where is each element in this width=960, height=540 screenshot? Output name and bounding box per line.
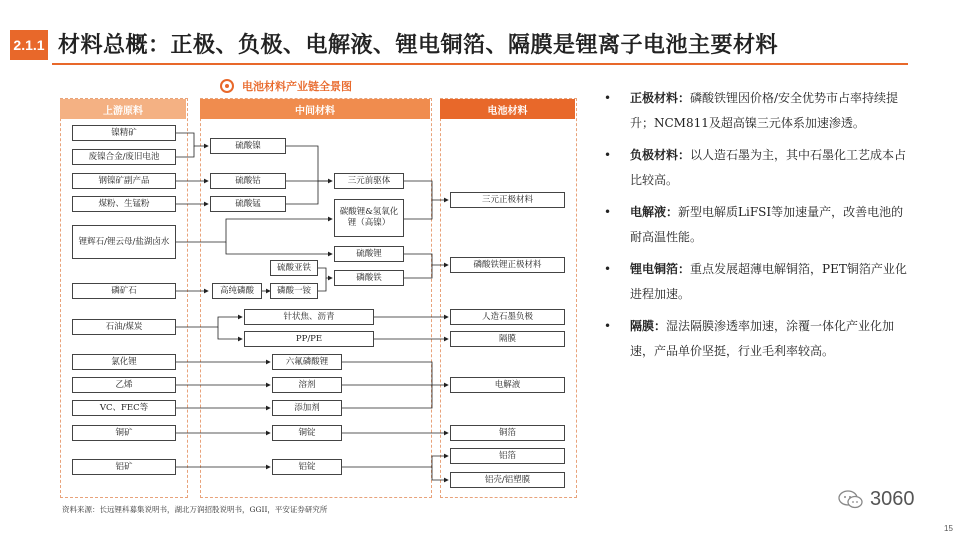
middle-ferrous-sulfate: 硫酸亚铁 [270, 260, 318, 276]
upstream-phosphate-rock: 磷矿石 [72, 283, 176, 299]
middle-monoammonium-phosphate: 磷酸一铵 [270, 283, 318, 299]
upstream-coal-manganese: 煤粉、生锰粉 [72, 196, 176, 212]
battery-copper-foil: 铜箔 [450, 425, 565, 441]
diagram-title-text: 电池材料产业链全景图 [242, 80, 352, 93]
page-number: 15 [944, 524, 953, 533]
bullet-copper-foil: • 锂电铜箔：重点发展超薄电解铜箔，PET铜箔产业化进程加速。 [604, 262, 907, 301]
upstream-steel-nickel-byproduct: 钢镍矿副产品 [72, 173, 176, 189]
source-note: 资料来源：长远锂科募集说明书，湖北万润招股说明书，GGII，平安证券研究所 [62, 505, 328, 514]
middle-lithium-carbonate-hydroxide: 碳酸锂&氢氧化锂（高镍） [334, 199, 404, 237]
middle-solvent: 溶剂 [272, 377, 342, 393]
bullet-text: 磷酸铁锂因价格/安全优势市占率持续提升；NCM811及超高镍三元体系加速渗透。 [630, 91, 899, 130]
middle-pp-pe: PP/PE [244, 331, 374, 347]
bullet-text: 以人造石墨为主，其中石墨化工艺成本占比较高。 [630, 148, 907, 187]
bullet-text: 湿法隔膜渗透率加速，涂覆一体化产业化加速，产品单价坚挺，行业毛利率较高。 [630, 319, 895, 358]
upstream-aluminum-ore: 铝矿 [72, 459, 176, 475]
bullet-text: 重点发展超薄电解铜箔，PET铜箔产业化进程加速。 [630, 262, 907, 301]
chat-icon [838, 489, 864, 511]
middle-needle-coke: 针状焦、沥青 [244, 309, 374, 325]
bullet-separator: • 隔膜：湿法隔膜渗透率加速，涂覆一体化产业化加速，产品单价坚挺，行业毛利率较高。 [604, 319, 895, 358]
middle-manganese-sulfate: 硫酸锰 [210, 196, 286, 212]
middle-nickel-sulfate: 硫酸镍 [210, 138, 286, 154]
page-title: 材料总概：正极、负极、电解液、锂电铜箔、隔膜是锂离子电池主要材料 [58, 33, 779, 58]
upstream-copper-ore: 铜矿 [72, 425, 176, 441]
upstream-lithium-chloride: 氯化锂 [72, 354, 176, 370]
middle-column-header: 中间材料 [200, 99, 430, 119]
middle-copper-ingot: 铜锭 [272, 425, 342, 441]
middle-cobalt-sulfate: 硫酸钴 [210, 173, 286, 189]
section-badge: 2.1.1 [10, 30, 48, 60]
upstream-nickel-concentrate: 镍精矿 [72, 125, 176, 141]
upstream-column-header: 上游原料 [60, 99, 186, 119]
bullet-anode: • 负极材料：以人造石墨为主，其中石墨化工艺成本占比较高。 [604, 148, 907, 187]
battery-aluminum-case-film: 铝壳/铝塑膜 [450, 472, 565, 488]
middle-high-purity-phosphoric-acid: 高纯磷酸 [212, 283, 262, 299]
battery-column-header: 电池材料 [440, 99, 575, 119]
bullet-cathode: • 正极材料：磷酸铁锂因价格/安全优势市占率持续提升；NCM811及超高镍三元体系加速渗透。 [604, 91, 899, 130]
bullet-label: 锂电铜箔： [630, 262, 691, 276]
middle-additive: 添加剂 [272, 400, 342, 416]
watermark-text: 3060 [870, 488, 915, 510]
battery-aluminum-foil: 铝箔 [450, 448, 565, 464]
watermark [838, 488, 915, 511]
battery-separator: 隔膜 [450, 331, 565, 347]
bullet-label: 负极材料： [630, 148, 691, 162]
bullet-label: 隔膜： [630, 319, 667, 333]
bullet-electrolyte: • 电解液：新型电解质LiFSI等加速量产，改善电池的耐高温性能。 [604, 205, 904, 244]
battery-ternary-cathode: 三元正极材料 [450, 192, 565, 208]
middle-lipf6: 六氟磷酸锂 [272, 354, 342, 370]
battery-lfp-cathode: 磷酸铁锂正极材料 [450, 257, 565, 273]
upstream-vc-fec: VC、FEC等 [72, 400, 176, 416]
upstream-scrap-nickel: 废镍合金/废旧电池 [72, 149, 176, 165]
middle-iron-phosphate: 磷酸铁 [334, 270, 404, 286]
middle-lithium-sulfate: 硫酸锂 [334, 246, 404, 262]
upstream-ethylene: 乙烯 [72, 377, 176, 393]
upstream-lithium-ore: 锂辉石/锂云母/盐湖卤水 [72, 225, 176, 259]
middle-ternary-precursor: 三元前驱体 [334, 173, 404, 189]
bullet-list [600, 86, 910, 371]
bullet-label: 正极材料： [630, 91, 691, 105]
upstream-petroleum-coal: 石油/煤炭 [72, 319, 176, 335]
middle-aluminum-ingot: 铝锭 [272, 459, 342, 475]
bullet-label: 电解液： [630, 205, 679, 219]
battery-electrolyte: 电解液 [450, 377, 565, 393]
battery-artificial-graphite-anode: 人造石墨负极 [450, 309, 565, 325]
bullet-text: 新型电解质LiFSI等加速量产，改善电池的耐高温性能。 [630, 205, 904, 244]
